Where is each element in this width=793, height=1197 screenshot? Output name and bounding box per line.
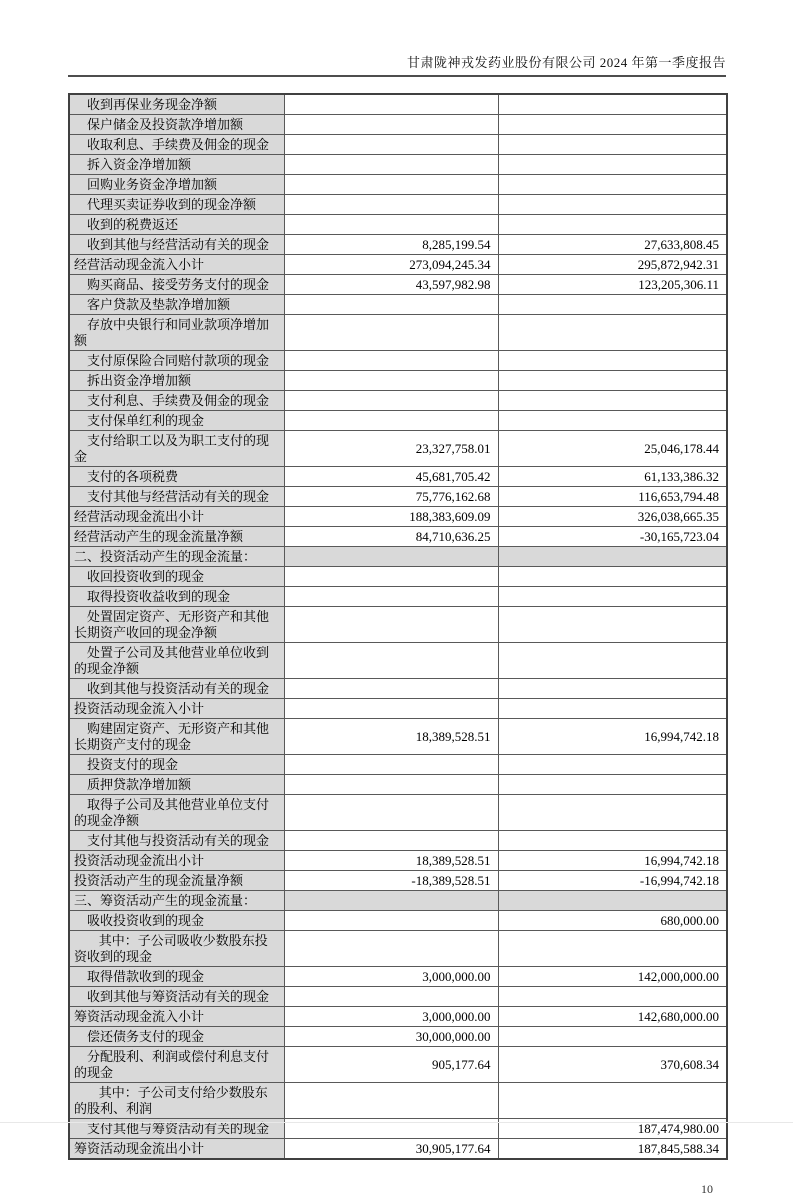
current-period-value <box>284 891 498 911</box>
table-row <box>69 1083 727 1119</box>
table-row <box>69 215 727 235</box>
row-label: 代理买卖证券收到的现金净额 <box>69 195 284 215</box>
table-row <box>69 795 727 831</box>
previous-period-value: 142,680,000.00 <box>498 1007 727 1027</box>
previous-period-value <box>498 94 727 115</box>
row-label: 客户贷款及垫款净增加额 <box>69 295 284 315</box>
current-period-value <box>284 155 498 175</box>
previous-period-value <box>498 295 727 315</box>
current-period-value: 84,710,636.25 <box>284 527 498 547</box>
previous-period-value: 187,845,588.34 <box>498 1139 727 1160</box>
table-row <box>69 155 727 175</box>
current-period-value <box>284 1083 498 1119</box>
previous-period-value <box>498 115 727 135</box>
current-period-value <box>284 195 498 215</box>
table-row <box>69 175 727 195</box>
row-label: 投资活动产生的现金流量净额 <box>69 871 284 891</box>
row-label: 经营活动现金流出小计 <box>69 507 284 527</box>
current-period-value <box>284 795 498 831</box>
row-label: 经营活动产生的现金流量净额 <box>69 527 284 547</box>
current-period-value <box>284 775 498 795</box>
previous-period-value: 187,474,980.00 <box>498 1119 727 1139</box>
table-row <box>69 135 727 155</box>
row-label: 处置子公司及其他营业单位收到的现金净额 <box>69 643 284 679</box>
previous-period-value <box>498 795 727 831</box>
previous-period-value <box>498 315 727 351</box>
table-row <box>69 115 727 135</box>
table-row <box>69 315 727 351</box>
row-label: 取得子公司及其他营业单位支付的现金净额 <box>69 795 284 831</box>
table-row <box>69 507 727 527</box>
previous-period-value <box>498 1027 727 1047</box>
current-period-value <box>284 987 498 1007</box>
current-period-value: -18,389,528.51 <box>284 871 498 891</box>
table-row <box>69 94 727 115</box>
previous-period-value: 116,653,794.48 <box>498 487 727 507</box>
table-row <box>69 391 727 411</box>
previous-period-value <box>498 215 727 235</box>
current-period-value <box>284 115 498 135</box>
table-row <box>69 411 727 431</box>
row-label: 处置固定资产、无形资产和其他长期资产收回的现金净额 <box>69 607 284 643</box>
row-label: 三、筹资活动产生的现金流量： <box>69 891 284 911</box>
previous-period-value <box>498 831 727 851</box>
current-period-value <box>284 643 498 679</box>
table-row <box>69 195 727 215</box>
table-row <box>69 931 727 967</box>
row-label: 分配股利、利润或偿付利息支付的现金 <box>69 1047 284 1083</box>
row-label: 购建固定资产、无形资产和其他长期资产支付的现金 <box>69 719 284 755</box>
current-period-value <box>284 931 498 967</box>
table-row <box>69 911 727 931</box>
table-row <box>69 1027 727 1047</box>
current-period-value: 30,905,177.64 <box>284 1139 498 1160</box>
header-divider <box>68 75 726 77</box>
cash-flow-statement-table <box>68 93 728 1160</box>
previous-period-value: 61,133,386.32 <box>498 467 727 487</box>
row-label: 回购业务资金净增加额 <box>69 175 284 195</box>
previous-period-value <box>498 755 727 775</box>
table-row <box>69 755 727 775</box>
current-period-value: 273,094,245.34 <box>284 255 498 275</box>
row-label: 吸收投资收到的现金 <box>69 911 284 931</box>
table-row <box>69 1007 727 1027</box>
previous-period-value <box>498 411 727 431</box>
current-period-value <box>284 607 498 643</box>
previous-period-value: 16,994,742.18 <box>498 851 727 871</box>
previous-period-value <box>498 607 727 643</box>
row-label: 购买商品、接受劳务支付的现金 <box>69 275 284 295</box>
table-row <box>69 719 727 755</box>
row-label: 支付保单红利的现金 <box>69 411 284 431</box>
page-header <box>68 55 726 77</box>
row-label: 质押贷款净增加额 <box>69 775 284 795</box>
row-label: 经营活动现金流入小计 <box>69 255 284 275</box>
row-label: 保户储金及投资款净增加额 <box>69 115 284 135</box>
table-row <box>69 487 727 507</box>
row-label: 其中：子公司支付给少数股东的股利、利润 <box>69 1083 284 1119</box>
previous-period-value: 142,000,000.00 <box>498 967 727 987</box>
table-row <box>69 1139 727 1160</box>
table-row <box>69 431 727 467</box>
current-period-value <box>284 295 498 315</box>
previous-period-value <box>498 547 727 567</box>
previous-period-value <box>498 567 727 587</box>
current-period-value <box>284 175 498 195</box>
previous-period-value: 123,205,306.11 <box>498 275 727 295</box>
table-row <box>69 871 727 891</box>
current-period-value <box>284 567 498 587</box>
previous-period-value <box>498 587 727 607</box>
previous-period-value <box>498 155 727 175</box>
table-row <box>69 1047 727 1083</box>
table-row <box>69 643 727 679</box>
table-row <box>69 467 727 487</box>
table-row <box>69 699 727 719</box>
row-label: 收到的税费返还 <box>69 215 284 235</box>
previous-period-value <box>498 371 727 391</box>
current-period-value <box>284 831 498 851</box>
table-row <box>69 351 727 371</box>
row-label: 支付原保险合同赔付款项的现金 <box>69 351 284 371</box>
previous-period-value <box>498 699 727 719</box>
previous-period-value <box>498 679 727 699</box>
previous-period-value: -16,994,742.18 <box>498 871 727 891</box>
current-period-value <box>284 547 498 567</box>
row-label: 存放中央银行和同业款项净增加额 <box>69 315 284 351</box>
row-label: 取得投资收益收到的现金 <box>69 587 284 607</box>
current-period-value <box>284 699 498 719</box>
row-label: 收取利息、手续费及佣金的现金 <box>69 135 284 155</box>
report-title: 甘肃陇神戎发药业股份有限公司 2024 年第一季度报告 <box>406 55 726 70</box>
previous-period-value: -30,165,723.04 <box>498 527 727 547</box>
row-label: 收到再保业务现金净额 <box>69 94 284 115</box>
row-label: 收到其他与经营活动有关的现金 <box>69 235 284 255</box>
row-label: 支付给职工以及为职工支付的现金 <box>69 431 284 467</box>
table-row <box>69 851 727 871</box>
current-period-value: 45,681,705.42 <box>284 467 498 487</box>
previous-period-value <box>498 987 727 1007</box>
previous-period-value: 326,038,665.35 <box>498 507 727 527</box>
current-period-value: 43,597,982.98 <box>284 275 498 295</box>
table-row <box>69 527 727 547</box>
current-period-value: 8,285,199.54 <box>284 235 498 255</box>
table-row <box>69 235 727 255</box>
page-number: 10 <box>701 1182 713 1196</box>
row-label: 支付的各项税费 <box>69 467 284 487</box>
previous-period-value <box>498 643 727 679</box>
previous-period-value <box>498 1083 727 1119</box>
section-header-row <box>69 547 727 567</box>
row-label: 投资活动现金流入小计 <box>69 699 284 719</box>
current-period-value <box>284 755 498 775</box>
table-row <box>69 275 727 295</box>
row-label: 收到其他与投资活动有关的现金 <box>69 679 284 699</box>
row-label: 取得借款收到的现金 <box>69 967 284 987</box>
previous-period-value: 680,000.00 <box>498 911 727 931</box>
current-period-value <box>284 371 498 391</box>
table-row <box>69 295 727 315</box>
previous-period-value <box>498 775 727 795</box>
current-period-value <box>284 679 498 699</box>
previous-period-value: 16,994,742.18 <box>498 719 727 755</box>
table-row <box>69 371 727 391</box>
current-period-value: 18,389,528.51 <box>284 719 498 755</box>
current-period-value <box>284 391 498 411</box>
previous-period-value: 370,608.34 <box>498 1047 727 1083</box>
row-label: 收到其他与筹资活动有关的现金 <box>69 987 284 1007</box>
table-row <box>69 567 727 587</box>
previous-period-value <box>498 135 727 155</box>
previous-period-value <box>498 175 727 195</box>
row-label: 支付其他与投资活动有关的现金 <box>69 831 284 851</box>
current-period-value <box>284 351 498 371</box>
row-label: 支付利息、手续费及佣金的现金 <box>69 391 284 411</box>
row-label: 其中：子公司吸收少数股东投资收到的现金 <box>69 931 284 967</box>
current-period-value <box>284 411 498 431</box>
table-row <box>69 255 727 275</box>
current-period-value <box>284 94 498 115</box>
previous-period-value: 25,046,178.44 <box>498 431 727 467</box>
row-label: 偿还债务支付的现金 <box>69 1027 284 1047</box>
table-row <box>69 831 727 851</box>
row-label: 支付其他与筹资活动有关的现金 <box>69 1119 284 1139</box>
row-label: 拆入资金净增加额 <box>69 155 284 175</box>
table-row <box>69 967 727 987</box>
current-period-value: 75,776,162.68 <box>284 487 498 507</box>
previous-period-value <box>498 351 727 371</box>
table-row <box>69 587 727 607</box>
row-label: 投资活动现金流出小计 <box>69 851 284 871</box>
row-label: 二、投资活动产生的现金流量： <box>69 547 284 567</box>
previous-period-value <box>498 931 727 967</box>
current-period-value: 18,389,528.51 <box>284 851 498 871</box>
current-period-value <box>284 587 498 607</box>
section-header-row <box>69 891 727 911</box>
row-label: 筹资活动现金流入小计 <box>69 1007 284 1027</box>
previous-period-value <box>498 195 727 215</box>
current-period-value: 23,327,758.01 <box>284 431 498 467</box>
previous-period-value: 295,872,942.31 <box>498 255 727 275</box>
current-period-value: 3,000,000.00 <box>284 967 498 987</box>
previous-period-value <box>498 891 727 911</box>
current-period-value: 3,000,000.00 <box>284 1007 498 1027</box>
row-label: 支付其他与经营活动有关的现金 <box>69 487 284 507</box>
row-label: 投资支付的现金 <box>69 755 284 775</box>
current-period-value: 30,000,000.00 <box>284 1027 498 1047</box>
row-label: 收回投资收到的现金 <box>69 567 284 587</box>
table-row <box>69 607 727 643</box>
table-row <box>69 987 727 1007</box>
current-period-value <box>284 911 498 931</box>
current-period-value <box>284 215 498 235</box>
previous-period-value <box>498 391 727 411</box>
current-period-value: 188,383,609.09 <box>284 507 498 527</box>
current-period-value: 905,177.64 <box>284 1047 498 1083</box>
current-period-value <box>284 315 498 351</box>
row-label: 拆出资金净增加额 <box>69 371 284 391</box>
previous-period-value: 27,633,808.45 <box>498 235 727 255</box>
table-row <box>69 679 727 699</box>
row-label: 筹资活动现金流出小计 <box>69 1139 284 1160</box>
current-period-value <box>284 135 498 155</box>
table-row <box>69 775 727 795</box>
